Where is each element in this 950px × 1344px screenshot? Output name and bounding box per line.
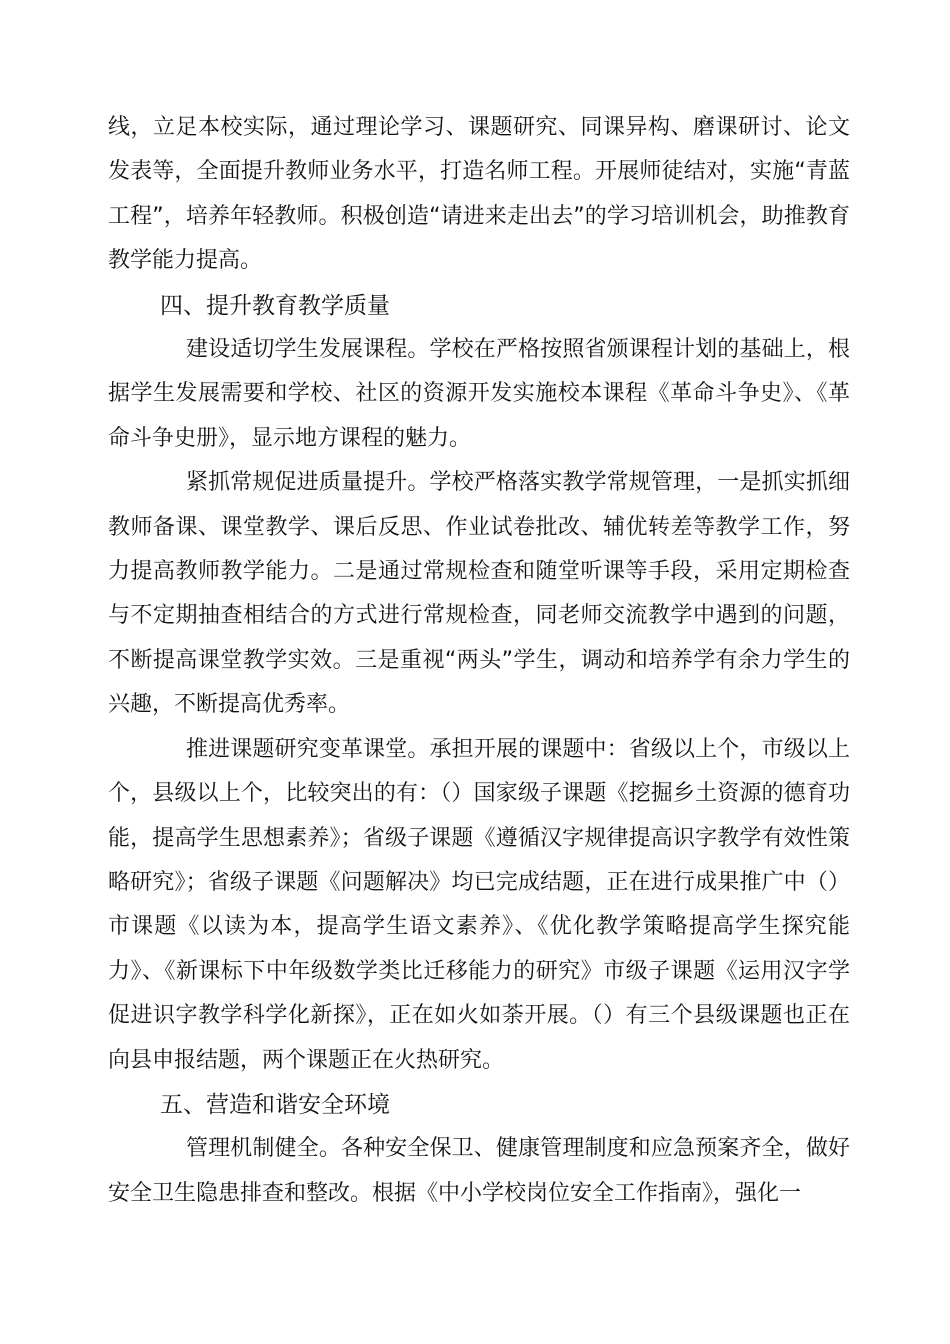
- paragraph-curriculum: 建设适切学生发展课程。学校在严格按照省颁课程计划的基础上，根据学生发展需要和学校、社区的资源开发实施校本课程《革命斗争史》、《革命斗争史册》，显示地方课程的魅力。: [108, 337, 850, 451]
- section-heading-4: 四、提升教育教学质量: [160, 292, 390, 319]
- paragraph-research: 推进课题研究变革课堂。承担开展的课题中：省级以上个，市级以上个，县级以上个，比较突出的有：（）国家级子课题《挖掘乡土资源的德育功能，提高学生思想素养》；省级子课题《遵循汉字规律提高识字教学有效性策略研究》；省级子课题《问题解决》均已完成结题，正在进行成果推广中（）市课题《以读为本，提高学生语文素养》、《优化教学策略提高学生探究能力》、《新课标下中年级数学类比迁移能力的研究》市级子课题《运用汉字学促进识字教学科学化新探》，正在如火如荼开展。（）有三个县级课题也正在向县申报结题，两个课题正在火热研究。: [108, 736, 850, 1073]
- document-body: [108, 106, 850, 1216]
- section-heading-5: 五、营造和谐安全环境: [160, 1091, 390, 1118]
- paragraph-routine: 紧抓常规促进质量提升。学校严格落实教学常规管理，一是抓实抓细教师备课、课堂教学、课后反思、作业试卷批改、辅优转差等教学工作，努力提高教师教学能力。二是通过常规检查和随堂听课等手段，采用定期检查与不定期抽查相结合的方式进行常规检查，同老师交流教学中遇到的问题，不断提高课堂教学实效。三是重视“两头”学生，调动和培养学有余力学生的兴趣，不断提高优秀率。: [108, 470, 850, 718]
- paragraph-continuation: 线，立足本校实际，通过理论学习、课题研究、同课异构、磨课研讨、论文发表等，全面提升教师业务水平，打造名师工程。开展师徒结对，实施“青蓝工程”，培养年轻教师。积极创造“请进来走出去”的学习培训机会，助推教育教学能力提高。: [108, 115, 850, 274]
- paragraph-safety: 管理机制健全。各种安全保卫、健康管理制度和应急预案齐全，做好安全卫生隐患排查和整改。根据《中小学校岗位安全工作指南》，强化一: [108, 1136, 850, 1206]
